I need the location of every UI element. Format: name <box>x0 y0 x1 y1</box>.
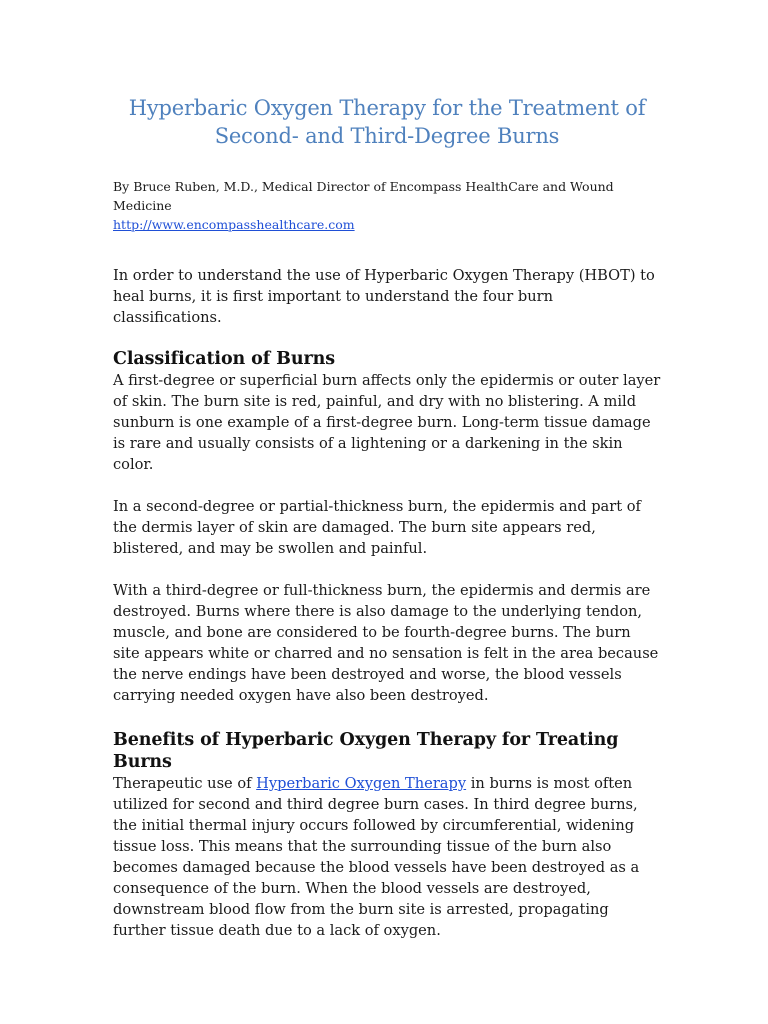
website-link[interactable]: http://www.encompasshealthcare.com <box>113 217 355 232</box>
document-page <box>113 94 661 941</box>
paragraph-benefits <box>113 773 661 941</box>
document-title <box>113 94 661 150</box>
paragraph-first-degree: A first-degree or superficial burn affects only the epidermis or outer layer of skin. The burn site is red, painful, and dry with no blistering. A mild sunburn is one example of a first-degree burn. Long-term tissue damage is rare and usually consists of a lightening or a darkening in the skin color. <box>113 372 661 473</box>
byline <box>113 177 661 234</box>
paragraph-third-degree: With a third-degree or full-thickness burn, the epidermis and dermis are destroyed. Burns where there is also damage to the underlying tendon, muscle, and bone are considered to be fourth-degree burns. The burn site appears white or charred and no sensation is felt in the area because the nerve endings have been destroyed and worse, the blood vessels carrying needed oxygen have also been destroyed. <box>113 582 659 704</box>
title-line-1: Hyperbaric Oxygen Therapy for the Treatment of <box>128 96 646 120</box>
section-heading-classification: Classification of Burns <box>113 349 335 369</box>
benefits-text-start: Therapeutic use of <box>113 775 257 792</box>
hbot-link[interactable]: Hyperbaric Oxygen Therapy <box>256 775 467 792</box>
section-heading-benefits: Benefits of Hyperbaric Oxygen Therapy for Treating Burns <box>113 730 619 772</box>
author-line: By Bruce Ruben, M.D., Medical Director of Encompass HealthCare and Wound Medicine <box>113 179 614 213</box>
paragraph-second-degree: In a second-degree or partial-thickness burn, the epidermis and part of the dermis layer of skin are damaged. The burn site appears red, blistered, and may be swollen and painful. <box>113 498 641 557</box>
intro-paragraph: In order to understand the use of Hyperbaric Oxygen Therapy (HBOT) to heal burns, it is first important to understand the four burn classifications. <box>113 267 655 326</box>
title-line-2: Second- and Third-Degree Burns <box>214 124 560 148</box>
benefits-text-rest: in burns is most often utilized for second and third degree burn cases. In third degree burns, the initial thermal injury occurs followed by circumferential, widening tissue loss. This means that the surrounding tissue of the burn also becomes damaged because the blood vessels have been destroyed as a consequence of the burn. When the blood vessels are destroyed, downstream blood flow from the burn site is arrested, propagating further tissue death due to a lack of oxygen. <box>113 775 640 939</box>
